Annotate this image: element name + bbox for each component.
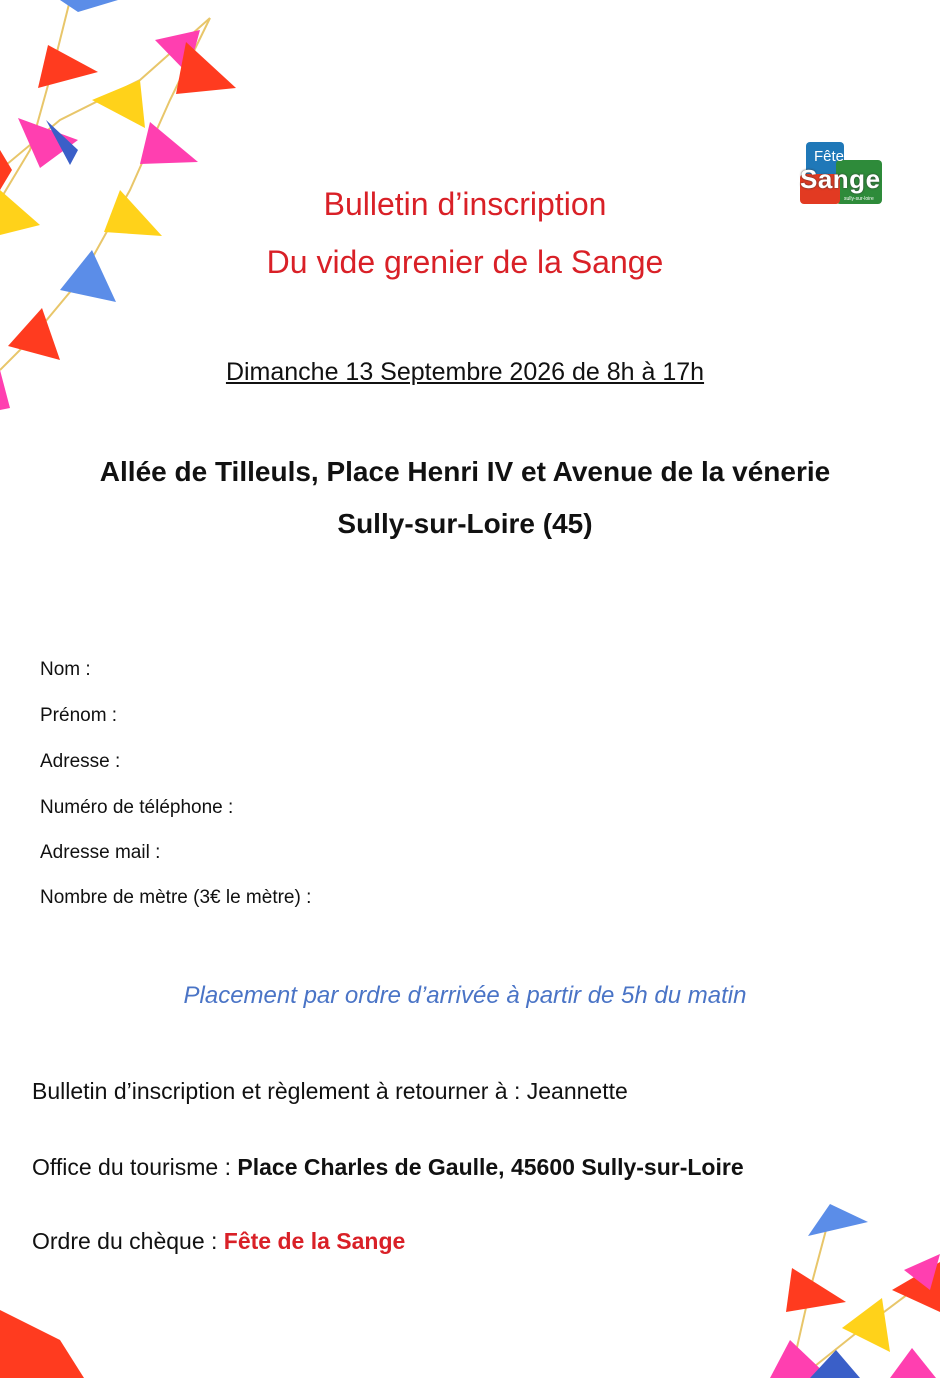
office-line bbox=[32, 1154, 744, 1181]
event-city: Sully-sur-Loire (45) bbox=[337, 508, 593, 539]
field-nom: Nom : bbox=[40, 659, 91, 680]
placement-note: Placement par ordre d’arrivée à partir de 5h du matin bbox=[183, 982, 747, 1009]
field-metres: Nombre de mètre (3€ le mètre) : bbox=[40, 887, 312, 908]
cheque-payee: Fête de la Sange bbox=[223, 1228, 406, 1254]
field-telephone: Numéro de téléphone : bbox=[40, 797, 234, 818]
field-prenom: Prénom : bbox=[40, 705, 118, 726]
cheque-line bbox=[32, 1228, 405, 1255]
event-location: Allée de Tilleuls, Place Henri IV et Avenue de la vénerie bbox=[99, 456, 831, 487]
logo-text-small: sully-sur-loire bbox=[844, 196, 874, 202]
page-title: Bulletin d’inscription bbox=[323, 186, 607, 222]
field-adresse: Adresse : bbox=[40, 751, 121, 772]
return-line: Bulletin d’inscription et règlement à retourner à : Jeannette bbox=[32, 1078, 628, 1104]
event-date: Dimanche 13 Septembre 2026 de 8h à 17h bbox=[225, 358, 705, 386]
office-label: Office du tourisme : bbox=[32, 1154, 238, 1180]
logo-text-fete: Fête bbox=[814, 148, 845, 165]
cheque-label: Ordre du chèque : bbox=[32, 1228, 224, 1254]
page-subtitle: Du vide grenier de la Sange bbox=[266, 244, 664, 280]
field-email: Adresse mail : bbox=[40, 842, 161, 863]
office-address: Place Charles de Gaulle, 45600 Sully-sur-Loire bbox=[237, 1154, 744, 1180]
logo-text-sange: Sange bbox=[800, 164, 881, 194]
